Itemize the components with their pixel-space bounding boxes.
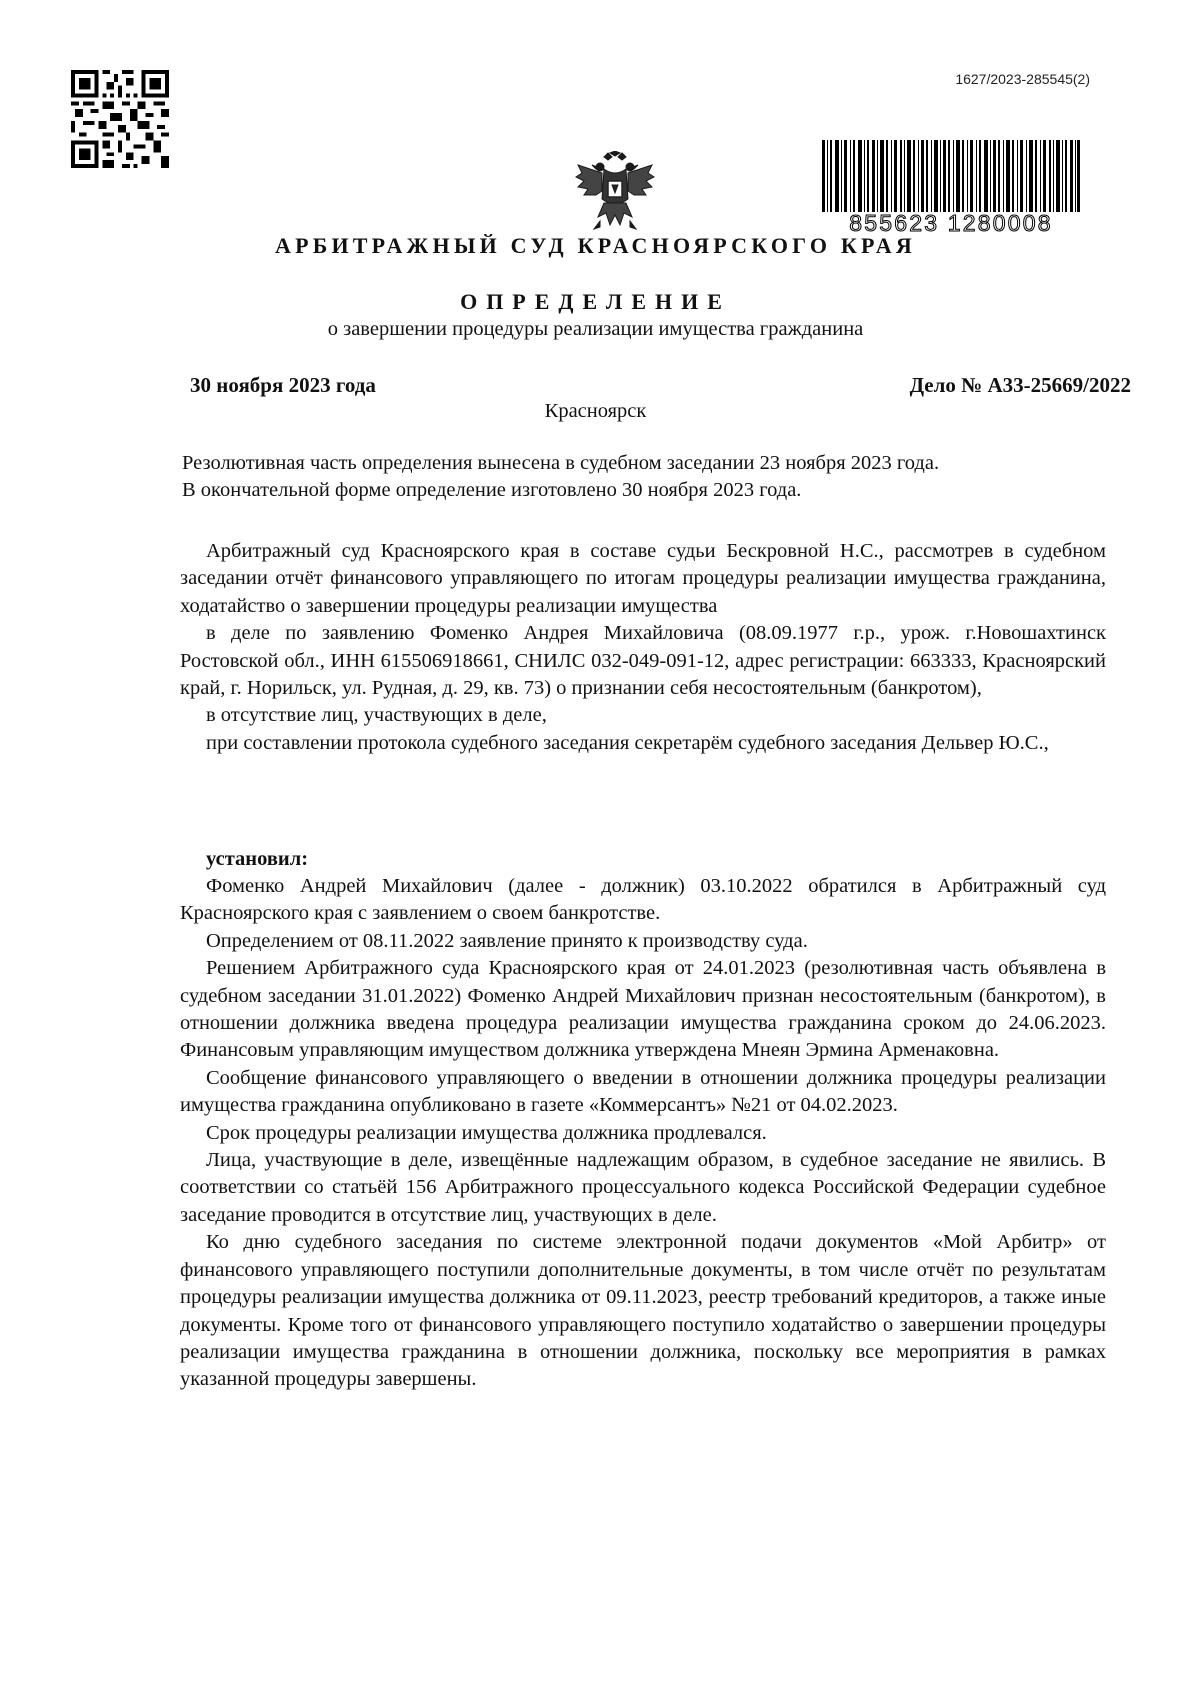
findings-paragraph: Определением от 08.11.2022 заявление принято к производству суда. xyxy=(206,929,808,952)
findings-paragraph: Фоменко Андрей Михайлович (далее - должник) 03.10.2022 обратился в Арбитражный суд Красноярского края с заявлением о своем банкротстве. xyxy=(180,875,1106,925)
intro-paragraph: при составлении протокола судебного заседания секретарём судебного заседания Дельвер Ю.С., xyxy=(206,731,1049,754)
findings-section xyxy=(180,873,1106,1394)
findings-paragraph: Сообщение финансового управляющего о введении в отношении должника процедуры реализации имущества гражданина опубликовано в газете «Коммерсантъ» №21 от 04.02.2023. xyxy=(180,1066,1106,1117)
document-code: 1627/2023-285545(2) xyxy=(955,71,1090,87)
findings-paragraph: Ко дню судебного заседания по системе электронной подачи документов «Мой Арбитр» от финансового управляющего поступили дополнительные документы, в том числе отчёт по результатам процедуры реализации имущества должника от 09.11.2023, реестр требований кредиторов, а также иные документы. Кроме того от финансового управляющего поступило ходатайство о завершении процедуры реализации имущества гражданина в отношении должника, поскольку все мероприятия в рамках указанной процедуры завершены. xyxy=(180,1231,1106,1391)
intro-paragraph: Арбитражный суд Красноярского края в составе судьи Бескровной Н.С., рассмотрев в судебном заседании отчёт финансового управляющего по итогам процедуры реализации имущества гражданина, ходатайство о завершении процедуры реализации имущества xyxy=(180,540,1106,617)
coat-of-arms-icon xyxy=(574,151,656,237)
findings-paragraph: Срок процедуры реализации имущества должника продлевался. xyxy=(206,1121,767,1144)
intro-section xyxy=(180,538,1106,757)
established-heading: установил: xyxy=(206,848,309,870)
findings-paragraph: Лица, участвующие в деле, извещённые надлежащим образом, в судебное заседание не явились. В соответствии со статьёй 156 Арбитражного процессуального кодекса Российской Федерации судебное заседание проводится в отсутствие лиц, участвующих в деле. xyxy=(180,1149,1106,1226)
barcode-number: 855623 1280008 xyxy=(849,210,1053,234)
document-type: ОПРЕДЕЛЕНИЕ xyxy=(460,289,731,314)
intro-paragraph: в деле по заявлению Фоменко Андрея Михайловича (08.09.1977 г.р., урож. г.Новошахтинск Ростовской обл., ИНН 615506918661, СНИЛС 032-049-091-12, адрес регистрации: 663333, Красноярский край, г. Норильск, ул. Рудная, д. 29, кв. 73) о признании себя несостоятельным (банкротом), xyxy=(180,622,1106,700)
intro-paragraph: в отсутствие лиц, участвующих в деле, xyxy=(206,704,547,727)
case-number: Дело № А33-25669/2022 xyxy=(909,373,1131,397)
document-date: 30 ноября 2023 года xyxy=(190,373,376,397)
qr-code-icon xyxy=(71,70,169,168)
resolution-note: Резолютивная часть определения вынесена в судебном заседании 23 ноября 2023 года. xyxy=(182,452,940,474)
findings-paragraph: Решением Арбитражного суда Красноярского края от 24.01.2023 (резолютивная часть объявлена в судебном заседании 31.01.2022) Фоменко Андрей Михайлович признан несостоятельным (банкротом), в отношении должника введена процедура реализации имущества гражданина сроком до 24.06.2023. Финансовым управляющим имуществом должника утверждена Мнеян Эрмина Арменаковна. xyxy=(180,957,1106,1062)
court-name: АРБИТРАЖНЫЙ СУД КРАСНОЯРСКОГО КРАЯ xyxy=(274,233,916,258)
city: Красноярск xyxy=(544,400,647,422)
barcode-icon xyxy=(822,140,1080,234)
final-form-note: В окончательной форме определение изготовлено 30 ноября 2023 года. xyxy=(182,479,802,501)
document-subtitle: о завершении процедуры реализации имущества гражданина xyxy=(327,318,864,340)
